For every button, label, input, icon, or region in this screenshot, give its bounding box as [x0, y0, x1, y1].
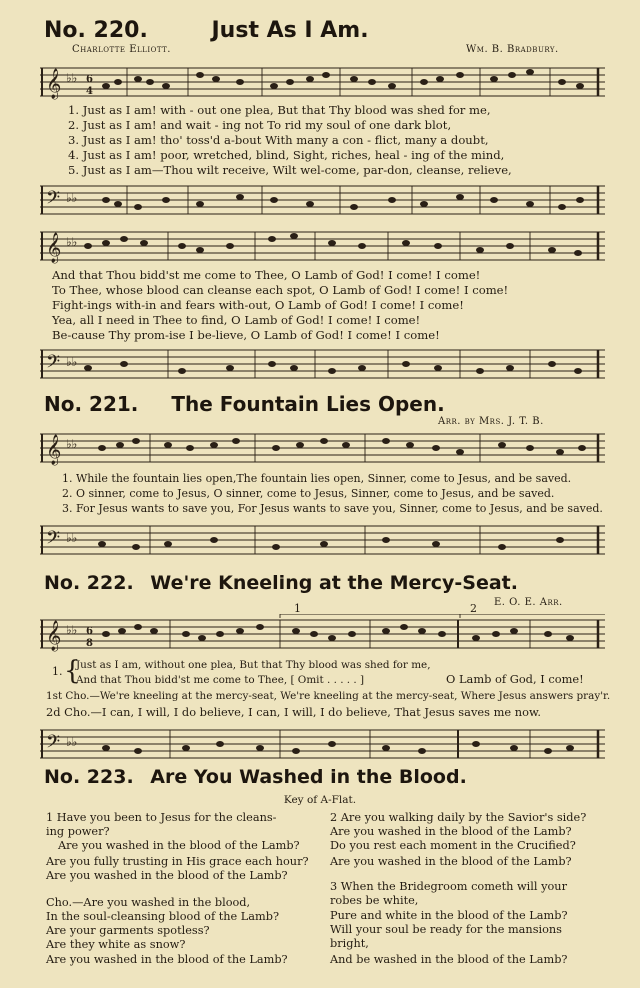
- hymn-222-heading: [44, 572, 518, 594]
- hymn-223-right-line: Are you washed in the blood of the Lamb?: [330, 825, 572, 838]
- hymn-222-verse-line-b: And that Thou bidd'st me come to Thee, [ Omit . . . . . ]: [76, 674, 365, 686]
- hymn-222-number: No. 222.: [44, 572, 134, 594]
- hymn-223-right-line: 3 When the Bridegroom cometh will your: [330, 880, 567, 893]
- svg-text:♭♭: ♭♭: [66, 191, 78, 205]
- hymn-220-verse-line: 4. Just as I am! poor, wretched, blind, Sight, riches, heal - ing of the mind,: [68, 148, 505, 162]
- hymn-222-verse-line-a: Just as I am, without one plea, But that Thy blood was shed for me,: [76, 659, 431, 671]
- hymn-223-left-line: Cho.—Are you washed in the blood,: [46, 896, 251, 909]
- svg-text:♭♭: ♭♭: [66, 531, 78, 545]
- hymn-223-right-line: Do you rest each moment in the Crucified?: [330, 839, 576, 852]
- hymn-220-refrain-line: Fight-ings with-in and fears with-out, O Lamb of God! I come! I come!: [52, 298, 464, 312]
- hymn-223-right-line: Will your soul be ready for the mansions: [330, 923, 562, 936]
- hymn-221-verse-line: 3. For Jesus wants to save you, For Jesus wants to save you, Sinner, come to Jesus, and be saved.: [62, 502, 603, 515]
- svg-text:♭♭: ♭♭: [66, 235, 78, 249]
- hymn-223-left-line: Are you fully trusting in His grace each hour?: [46, 855, 309, 868]
- hymn-223-left-line: Are they white as snow?: [46, 938, 186, 951]
- svg-text:♭♭: ♭♭: [66, 355, 78, 369]
- svg-text:♭♭: ♭♭: [66, 623, 78, 637]
- hymn-223-right-line: Pure and white in the blood of the Lamb?: [330, 909, 568, 922]
- svg-text:𝄞: 𝄞: [46, 435, 62, 465]
- hymn-222-bass-staff: [40, 724, 605, 764]
- hymn-223-right-line: robes be white,: [330, 894, 419, 907]
- hymn-223-right-line: bright,: [330, 937, 369, 950]
- hymn-220-refrain-line: And that Thou bidd'st me come to Thee, O Lamb of God! I come! I come!: [52, 268, 481, 282]
- hymn-220-lyricist: Charlotte Elliott.: [72, 44, 171, 55]
- svg-text:𝄞: 𝄞: [46, 69, 62, 99]
- svg-text:𝄢: 𝄢: [46, 352, 61, 377]
- hymn-221-verse-line: 2. O sinner, come to Jesus, O sinner, come to Jesus, Sinner, come to Jesus, and be saved.: [62, 487, 555, 500]
- hymn-223-key: Key of A-Flat.: [283, 794, 357, 806]
- hymn-220-bass-staff-1: [40, 180, 605, 220]
- svg-text:♭♭: ♭♭: [66, 735, 78, 749]
- svg-text:𝄢: 𝄢: [46, 188, 61, 213]
- hymn-220-title: Just As I Am.: [211, 18, 369, 43]
- hymn-220-verse-line: 1. Just as I am! with - out one plea, But that Thy blood was shed for me,: [68, 103, 491, 117]
- hymn-222-arranger: E. O. E. Arr.: [494, 597, 563, 608]
- hymn-221-number: No. 221.: [44, 392, 139, 416]
- hymn-223-left-line: Are your garments spotless?: [46, 924, 210, 937]
- hymn-223-left-line: 1 Have you been to Jesus for the cleans-: [46, 811, 277, 824]
- svg-text:♭♭: ♭♭: [66, 437, 78, 451]
- svg-text:6: 6: [86, 74, 93, 85]
- svg-text:♭♭: ♭♭: [66, 71, 78, 85]
- svg-text:8: 8: [86, 638, 93, 649]
- hymn-223-right-line: And be washed in the blood of the Lamb?: [330, 953, 568, 966]
- svg-text:6: 6: [86, 626, 93, 637]
- hymn-223-right-line: 2 Are you walking daily by the Savior's side?: [330, 811, 587, 824]
- hymn-220-refrain-line: Be-cause Thy prom-ise I be-lieve, O Lamb of God! I come! I come!: [52, 328, 440, 342]
- hymn-220-heading: [44, 18, 369, 43]
- hymn-220-treble-staff-1: [40, 62, 605, 102]
- hymn-222-verse-line-c: O Lamb of God, I come!: [446, 672, 584, 686]
- hymn-222-brace: {: [64, 656, 81, 686]
- hymn-223-number: No. 223.: [44, 766, 134, 788]
- hymn-221-bass-staff: [40, 520, 605, 560]
- hymn-223-left-line: Are you washed in the blood of the Lamb?: [58, 839, 300, 852]
- hymn-223-left-line: Are you washed in the blood of the Lamb?: [46, 953, 288, 966]
- hymn-220-verse-line: 5. Just as I am—Thou wilt receive, Wilt wel-come, par-don, cleanse, relieve,: [68, 163, 512, 177]
- svg-text:𝄢: 𝄢: [46, 528, 61, 553]
- hymn-221-treble-staff: [40, 428, 605, 468]
- hymn-223-right-line: Are you washed in the blood of the Lamb?: [330, 855, 572, 868]
- hymn-220-verse-line: 3. Just as I am! tho' toss'd a-bout With many a con - flict, many a doubt,: [68, 133, 489, 147]
- hymn-220-verse-line: 2. Just as I am! and wait - ing not To rid my soul of one dark blot,: [68, 118, 452, 132]
- hymn-221-verse-line: 1. While the fountain lies open,The fountain lies open, Sinner, come to Jesus, and be saved.: [62, 472, 572, 485]
- hymn-223-left-line: In the soul-cleansing blood of the Lamb?: [46, 910, 280, 923]
- svg-text:4: 4: [86, 86, 93, 97]
- hymn-222-chorus-2: 2d Cho.—I can, I will, I do believe, I can, I will, I do believe, That Jesus saves me now.: [46, 705, 541, 719]
- hymn-220-composer: Wm. B. Bradbury.: [466, 44, 559, 55]
- hymn-222-title: We're Kneeling at the Mercy-Seat.: [150, 572, 518, 594]
- svg-text:𝄞: 𝄞: [46, 621, 62, 651]
- hymn-222-verse-number: 1.: [52, 665, 63, 678]
- hymn-220-treble-staff-2: [40, 226, 605, 266]
- hymn-220-refrain-line: Yea, all I need in Thee to find, O Lamb of God! I come! I come!: [52, 313, 421, 327]
- hymn-220-refrain-line: To Thee, whose blood can cleanse each spot, O Lamb of God! I come! I come!: [52, 283, 509, 297]
- hymn-222-chorus-1: 1st Cho.—We're kneeling at the mercy-seat, We're kneeling at the mercy-seat, Where Jesus answers pray'r.: [46, 690, 611, 702]
- svg-text:𝄢: 𝄢: [46, 732, 61, 757]
- hymn-221-arranger: Arr. by Mrs. J. T. B.: [438, 416, 544, 427]
- hymn-220-number: No. 220.: [44, 18, 148, 43]
- hymn-223-title: Are You Washed in the Blood.: [150, 766, 467, 788]
- hymn-221-title: The Fountain Lies Open.: [171, 392, 445, 416]
- hymn-221-heading: [44, 392, 445, 416]
- hymn-220-bass-staff-2: [40, 344, 605, 384]
- hymn-223-heading: [44, 766, 467, 788]
- svg-text:𝄞: 𝄞: [46, 233, 62, 263]
- hymn-223-left-line: Are you washed in the blood of the Lamb?: [46, 869, 288, 882]
- hymn-222-treble-staff: [40, 614, 605, 654]
- hymn-222-ending-1: 1: [294, 602, 302, 615]
- hymn-223-left-line: ing power?: [46, 825, 110, 838]
- hymn-222-ending-2: 2: [470, 602, 478, 615]
